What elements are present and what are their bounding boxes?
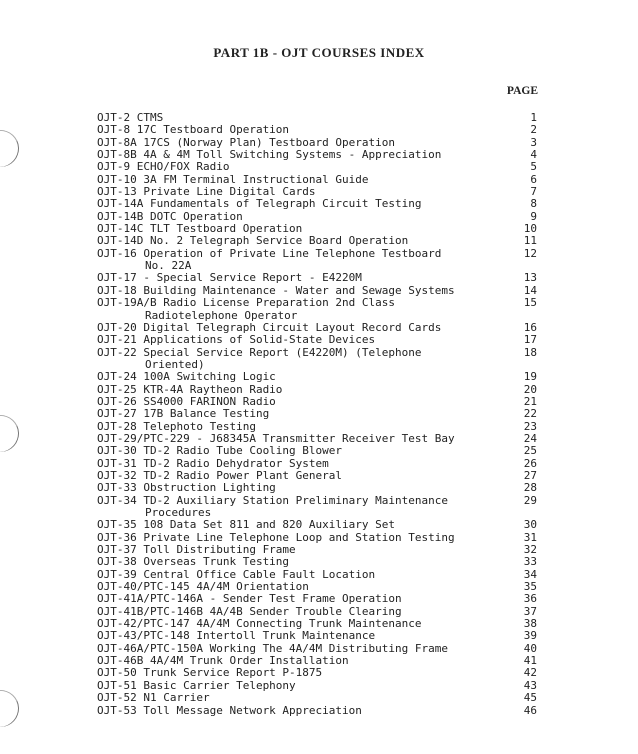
entry-title-line: OJT-14A Fundamentals of Telegraph Circuit Testing bbox=[97, 197, 422, 211]
entry-title bbox=[97, 297, 507, 322]
index-entry bbox=[97, 705, 537, 717]
entry-title-line: OJT-8A 17CS (Norway Plan) Testboard Operation bbox=[97, 135, 396, 149]
entry-page-number: 26 bbox=[523, 456, 537, 470]
entry-title-line: OJT-21 Applications of Solid-State Devices bbox=[97, 333, 376, 347]
entry-page-number: 40 bbox=[523, 641, 537, 655]
entry-page-number: 3 bbox=[530, 135, 537, 149]
entry-page-number: 42 bbox=[523, 666, 537, 680]
entry-title-line: OJT-26 SS4000 FARINON Radio bbox=[97, 394, 276, 408]
index-entry bbox=[97, 297, 537, 322]
entry-title-line: OJT-27 17B Balance Testing bbox=[97, 407, 270, 421]
entry-title bbox=[97, 347, 507, 372]
index-entry bbox=[97, 248, 537, 273]
entry-page-number: 45 bbox=[523, 691, 537, 705]
entry-page-number: 5 bbox=[530, 160, 537, 174]
page-title: PART 1B - OJT COURSES INDEX bbox=[213, 45, 425, 60]
entry-page-number: 21 bbox=[523, 394, 537, 408]
entry-title-line: OJT-33 Obstruction Lighting bbox=[97, 481, 276, 495]
entry-title-line: OJT-29/PTC-229 - J68345A Transmitter Receiver Test Bay bbox=[97, 431, 455, 445]
entry-page-number: 36 bbox=[523, 592, 537, 606]
entry-title-line: OJT-25 KTR-4A Raytheon Radio bbox=[97, 382, 283, 396]
entry-page-number: 16 bbox=[523, 320, 537, 334]
entry-title-line: OJT-46A/PTC-150A Working The 4A/4M Distributing Frame bbox=[97, 641, 448, 655]
entry-page-number: 4 bbox=[530, 148, 537, 162]
entry-page-number: 24 bbox=[523, 431, 537, 445]
punch-hole-mark bbox=[0, 685, 24, 732]
entry-page-number: 14 bbox=[523, 283, 537, 297]
entry-page-number: 12 bbox=[523, 246, 537, 260]
entry-title-continuation: Oriented) bbox=[145, 357, 205, 371]
entry-page-number: 1 bbox=[530, 111, 537, 124]
entry-page-number: 11 bbox=[523, 234, 537, 248]
entry-title-line: OJT-40/PTC-145 4A/4M Orientation bbox=[97, 580, 309, 594]
entry-title-line: OJT-42/PTC-147 4A/4M Connecting Trunk Maintenance bbox=[97, 617, 422, 631]
entry-title-line: OJT-18 Building Maintenance - Water and Sewage Systems bbox=[97, 283, 455, 297]
entry-title-line: OJT-13 Private Line Digital Cards bbox=[97, 185, 316, 199]
entry-title-line: OJT-43/PTC-148 Intertoll Trunk Maintenance bbox=[97, 629, 376, 643]
entry-page-number: 23 bbox=[523, 419, 537, 433]
entry-page-number: 8 bbox=[530, 197, 537, 211]
entry-title-line: OJT-36 Private Line Telephone Loop and Station Testing bbox=[97, 530, 455, 544]
entry-title-line: OJT-38 Overseas Trunk Testing bbox=[97, 555, 290, 569]
entry-title-line: OJT-16 Operation of Private Line Telephone Testboard bbox=[97, 246, 442, 260]
entry-page-number: 10 bbox=[523, 222, 537, 236]
entry-page-number: 29 bbox=[523, 493, 537, 507]
entry-page-number: 35 bbox=[523, 580, 537, 594]
entry-title-line: OJT-53 Toll Message Network Appreciation bbox=[97, 703, 362, 717]
entry-title-line: OJT-41B/PTC-146B 4A/4B Sender Trouble Clearing bbox=[97, 604, 402, 618]
entry-title bbox=[97, 248, 507, 273]
entry-title-line: OJT-14C TLT Testboard Operation bbox=[97, 222, 303, 236]
entry-title-line: OJT-20 Digital Telegraph Circuit Layout Record Cards bbox=[97, 320, 442, 334]
entry-page-number: 7 bbox=[530, 185, 537, 199]
entry-title-line: OJT-28 Telephoto Testing bbox=[97, 419, 256, 433]
entry-page-number: 43 bbox=[523, 678, 537, 692]
entry-page-number: 25 bbox=[523, 444, 537, 458]
entry-title-continuation: Procedures bbox=[145, 506, 212, 519]
entry-page-number: 41 bbox=[523, 654, 537, 668]
entry-title-line: OJT-10 3A FM Terminal Instructional Guide bbox=[97, 172, 369, 186]
entry-page-number: 31 bbox=[523, 530, 537, 544]
entry-page-number: 34 bbox=[523, 567, 537, 581]
entry-title-line: OJT-35 108 Data Set 811 and 820 Auxiliary Set bbox=[97, 518, 396, 532]
entry-title-line: OJT-14B DOTC Operation bbox=[97, 209, 243, 223]
index-entry bbox=[97, 347, 537, 372]
entry-page-number: 46 bbox=[523, 703, 537, 717]
entry-title-continuation: Radiotelephone Operator bbox=[145, 308, 298, 322]
index-entry bbox=[97, 495, 537, 520]
entry-page-number: 17 bbox=[523, 333, 537, 347]
entry-title-line: OJT-50 Trunk Service Report P-1875 bbox=[97, 666, 323, 680]
entry-page-number: 18 bbox=[523, 345, 537, 359]
entry-title-line: OJT-8B 4A & 4M Toll Switching Systems - Appreciation bbox=[97, 148, 442, 162]
entry-page-number: 38 bbox=[523, 617, 537, 631]
entry-page-number: 30 bbox=[523, 518, 537, 532]
entry-title-line: OJT-41A/PTC-146A - Sender Test Frame Operation bbox=[97, 592, 402, 606]
punch-hole-mark bbox=[0, 410, 24, 457]
entry-title-line: OJT-8 17C Testboard Operation bbox=[97, 123, 290, 137]
entry-page-number: 19 bbox=[523, 370, 537, 384]
entry-title-line: OJT-52 N1 Carrier bbox=[97, 691, 210, 705]
page-column-header: PAGE bbox=[506, 85, 538, 97]
entry-title-line: OJT-2 CTMS bbox=[97, 111, 164, 124]
punch-hole-mark bbox=[0, 125, 24, 172]
entry-page-number: 13 bbox=[523, 271, 537, 285]
courses-index-list bbox=[97, 112, 537, 717]
entry-page-number: 20 bbox=[523, 382, 537, 396]
entry-page-number: 22 bbox=[523, 407, 537, 421]
entry-page-number: 9 bbox=[530, 209, 537, 223]
entry-title-line: OJT-34 TD-2 Auxiliary Station Preliminary Maintenance bbox=[97, 493, 448, 507]
entry-page-number: 15 bbox=[523, 296, 537, 310]
entry-title-line: OJT-19A/B Radio License Preparation 2nd Class bbox=[97, 296, 396, 310]
entry-title bbox=[97, 495, 507, 520]
entry-title-line: OJT-24 100A Switching Logic bbox=[97, 370, 276, 384]
entry-title-line: OJT-17 - Special Service Report - E4220M bbox=[97, 271, 362, 285]
entry-page-number: 39 bbox=[523, 629, 537, 643]
entry-title-line: OJT-14D No. 2 Telegraph Service Board Operation bbox=[97, 234, 409, 248]
entry-page-number: 37 bbox=[523, 604, 537, 618]
entry-title-line: OJT-9 ECHO/FOX Radio bbox=[97, 160, 230, 174]
entry-title-line: OJT-37 Toll Distributing Frame bbox=[97, 543, 296, 557]
entry-page-number: 28 bbox=[523, 481, 537, 495]
entry-page-number: 2 bbox=[530, 123, 537, 137]
entry-title-line: OJT-30 TD-2 Radio Tube Cooling Blower bbox=[97, 444, 343, 458]
entry-title-line: OJT-31 TD-2 Radio Dehydrator System bbox=[97, 456, 329, 470]
entry-title-line: OJT-39 Central Office Cable Fault Location bbox=[97, 567, 376, 581]
entry-title-line: OJT-51 Basic Carrier Telephony bbox=[97, 678, 296, 692]
entry-page-number: 33 bbox=[523, 555, 537, 569]
entry-page-number: 27 bbox=[523, 468, 537, 482]
entry-title-line: OJT-46B 4A/4M Trunk Order Installation bbox=[97, 654, 349, 668]
entry-title-line: OJT-32 TD-2 Radio Power Plant General bbox=[97, 468, 343, 482]
entry-title-line: OJT-22 Special Service Report (E4220M) (Telephone bbox=[97, 345, 422, 359]
entry-title bbox=[97, 705, 507, 717]
entry-title-continuation: No. 22A bbox=[145, 259, 192, 273]
entry-page-number: 6 bbox=[530, 172, 537, 186]
entry-page-number: 32 bbox=[523, 543, 537, 557]
